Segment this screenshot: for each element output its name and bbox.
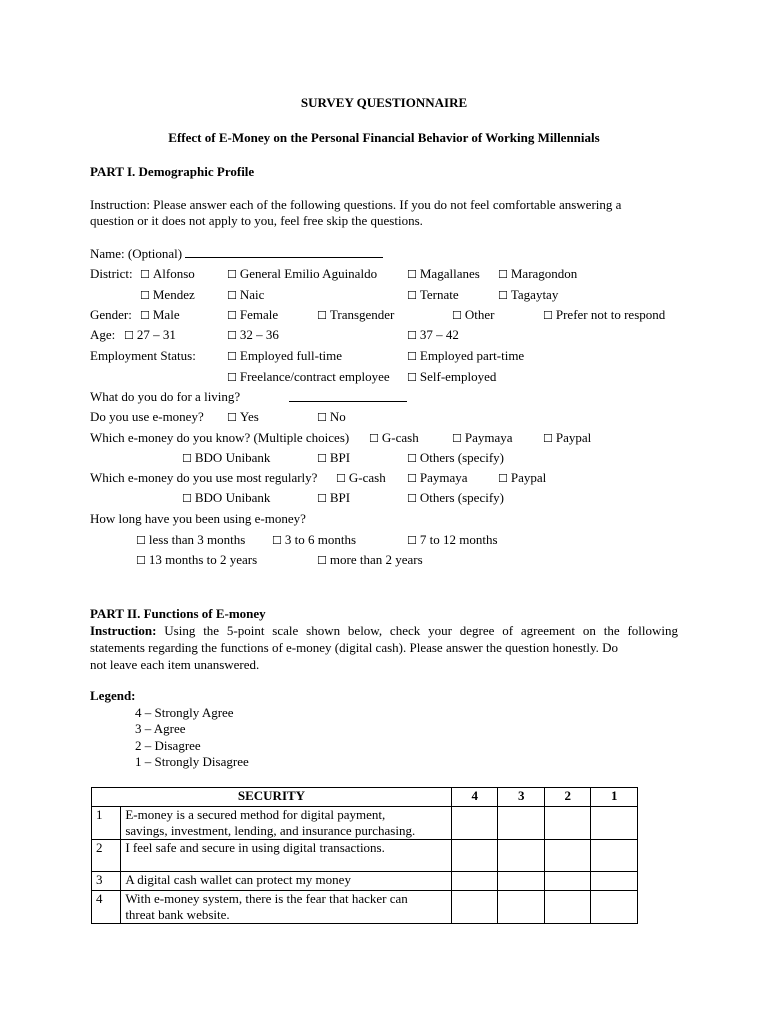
checkbox-icon[interactable]: ☐ — [227, 411, 237, 424]
option-label: Yes — [239, 409, 259, 424]
checkbox-icon[interactable]: ☐ — [407, 350, 417, 363]
security-table — [91, 787, 638, 924]
option-label: Paymaya — [464, 430, 513, 445]
regular-label: Which e-money do you use most regularly? — [90, 470, 318, 485]
use-label: Do you use e-money? — [90, 409, 204, 424]
checkbox-icon[interactable]: ☐ — [543, 309, 553, 322]
checkbox-icon[interactable]: ☐ — [498, 472, 508, 485]
howlong-option-3to6[interactable] — [272, 532, 356, 549]
scale-header-2: 2 — [544, 788, 591, 807]
checkbox-icon[interactable]: ☐ — [543, 432, 553, 445]
option-label: Male — [152, 307, 180, 322]
checkbox-icon[interactable]: ☐ — [407, 329, 417, 342]
name-field[interactable] — [185, 246, 383, 258]
option-label: BDO Unibank — [194, 490, 271, 505]
know-option-gcash[interactable] — [369, 430, 419, 447]
checkbox-icon[interactable]: ☐ — [498, 268, 508, 281]
rating-cell-4[interactable] — [451, 891, 498, 924]
rating-cell-1[interactable] — [591, 840, 638, 872]
rating-cell-2[interactable] — [544, 840, 591, 872]
checkbox-icon[interactable]: ☐ — [407, 371, 417, 384]
statement-line: A digital cash wallet can protect my money — [125, 872, 351, 887]
checkbox-icon[interactable]: ☐ — [452, 432, 462, 445]
know-option-bdo[interactable] — [182, 450, 270, 467]
howlong-option-gt2y[interactable] — [317, 552, 423, 569]
part2-instruction-text: Using the 5-point scale shown below, check your degree of agreement on the following — [164, 623, 678, 638]
checkbox-icon[interactable]: ☐ — [182, 492, 192, 505]
option-label: Others (specify) — [419, 450, 504, 465]
district-option-naic[interactable] — [227, 287, 264, 304]
statement-line: savings, investment, lending, and insurance purchasing. — [125, 823, 416, 838]
table-row — [92, 840, 638, 872]
option-label: Paypal — [555, 430, 592, 445]
employment-option-part-time[interactable] — [407, 348, 524, 365]
option-label: Paymaya — [419, 470, 468, 485]
statement-line: I feel safe and secure in using digital transactions. — [125, 840, 385, 855]
employment-option-full-time[interactable] — [227, 348, 342, 365]
table-header-row — [92, 788, 638, 807]
checkbox-icon[interactable]: ☐ — [140, 309, 150, 322]
checkbox-icon[interactable]: ☐ — [407, 472, 417, 485]
gender-option-other[interactable] — [452, 307, 494, 324]
gender-option-male[interactable] — [140, 307, 180, 324]
district-option-tagaytay[interactable] — [498, 287, 558, 304]
row-statement — [121, 891, 452, 924]
district-option-magallanes[interactable] — [407, 266, 480, 283]
rating-cell-2[interactable] — [544, 891, 591, 924]
option-label: Employed full-time — [239, 348, 343, 363]
option-label: Naic — [239, 287, 265, 302]
rating-cell-4[interactable] — [451, 840, 498, 872]
option-label: 3 to 6 months — [284, 532, 357, 547]
page-title: SURVEY QUESTIONNAIRE — [300, 95, 468, 110]
gender-option-transgender[interactable] — [317, 307, 394, 324]
district-option-mendez[interactable] — [140, 287, 195, 304]
checkbox-icon[interactable]: ☐ — [336, 472, 346, 485]
use-option-no[interactable] — [317, 409, 346, 426]
part1-instruction-line1: Instruction: Please answer each of the following questions. If you do not feel comfortable answering a — [90, 197, 622, 212]
district-label: District: — [90, 266, 133, 281]
regular-option-bpi[interactable] — [317, 490, 350, 507]
age-option-32-36[interactable] — [227, 327, 279, 344]
rating-cell-3[interactable] — [498, 840, 545, 872]
statement-line: E-money is a secured method for digital payment, — [125, 807, 386, 822]
employment-label: Employment Status: — [90, 348, 196, 363]
name-question — [90, 246, 383, 262]
option-label: BPI — [329, 450, 351, 465]
rating-cell-3[interactable] — [498, 807, 545, 840]
checkbox-icon[interactable]: ☐ — [407, 289, 417, 302]
rating-cell-2[interactable] — [544, 872, 591, 891]
scale-header-4: 4 — [451, 788, 498, 807]
table-row — [92, 872, 638, 891]
option-label: BPI — [329, 490, 351, 505]
checkbox-icon[interactable]: ☐ — [124, 329, 134, 342]
option-label: Prefer not to respond — [555, 307, 666, 322]
row-number: 3 — [92, 872, 121, 891]
legend-item-3: 3 – Agree — [135, 721, 186, 736]
district-option-ternate[interactable] — [407, 287, 459, 304]
district-option-alfonso[interactable] — [140, 266, 195, 283]
rating-cell-2[interactable] — [544, 807, 591, 840]
age-label: Age: — [90, 327, 116, 342]
regular-option-bdo[interactable] — [182, 490, 270, 507]
rating-cell-3[interactable] — [498, 872, 545, 891]
checkbox-icon[interactable]: ☐ — [407, 452, 417, 465]
option-label: 32 – 36 — [239, 327, 279, 342]
employment-option-self-employed[interactable] — [407, 369, 496, 386]
scale-header-1: 1 — [591, 788, 638, 807]
regular-option-paypal[interactable] — [498, 470, 546, 487]
howlong-option-7to12[interactable] — [407, 532, 498, 549]
option-label: Employed part-time — [419, 348, 525, 363]
checkbox-icon[interactable]: ☐ — [407, 534, 417, 547]
statement-line: threat bank website. — [125, 907, 230, 922]
row-number: 2 — [92, 840, 121, 872]
checkbox-icon[interactable]: ☐ — [136, 554, 146, 567]
part1-heading: PART I. Demographic Profile — [90, 164, 255, 179]
know-option-paypal[interactable] — [543, 430, 591, 447]
row-number: 4 — [92, 891, 121, 924]
option-label: less than 3 months — [148, 532, 246, 547]
part1-instruction-line2: question or it does not apply to you, feel free skip the questions. — [90, 213, 423, 228]
option-label: Mendez — [152, 287, 195, 302]
rating-cell-4[interactable] — [451, 807, 498, 840]
checkbox-icon[interactable]: ☐ — [317, 492, 327, 505]
option-label: Paypal — [510, 470, 547, 485]
living-label: What do you do for a living? — [90, 389, 241, 404]
option-label: General Emilio Aguinaldo — [239, 266, 378, 281]
know-option-bpi[interactable] — [317, 450, 350, 467]
option-label: No — [329, 409, 346, 424]
security-header: SECURITY — [92, 788, 452, 807]
statement-line: With e-money system, there is the fear that hacker can — [125, 891, 408, 906]
option-label: 27 – 31 — [136, 327, 176, 342]
option-label: Tagaytay — [510, 287, 559, 302]
option-label: Alfonso — [152, 266, 195, 281]
survey-subtitle: Effect of E-Money on the Personal Financial Behavior of Working Millennials — [168, 130, 600, 145]
rating-cell-1[interactable] — [591, 872, 638, 891]
checkbox-icon[interactable]: ☐ — [272, 534, 282, 547]
rating-cell-1[interactable] — [591, 807, 638, 840]
district-option-general-emilio-aguinaldo[interactable] — [227, 266, 377, 283]
checkbox-icon[interactable]: ☐ — [407, 268, 417, 281]
age-option-37-42[interactable] — [407, 327, 459, 344]
use-option-yes[interactable] — [227, 409, 259, 426]
checkbox-icon[interactable]: ☐ — [227, 329, 237, 342]
row-statement — [121, 872, 452, 891]
checkbox-icon[interactable]: ☐ — [182, 452, 192, 465]
name-label: Name: (Optional) — [90, 246, 183, 261]
part2-instruction-line1 — [90, 623, 678, 639]
row-statement — [121, 840, 452, 872]
part2-heading: PART II. Functions of E-money — [90, 606, 266, 621]
howlong-option-lt3[interactable] — [136, 532, 245, 549]
table-row — [92, 891, 638, 924]
option-label: G-cash — [381, 430, 419, 445]
gender-label: Gender: — [90, 307, 132, 322]
rating-cell-1[interactable] — [591, 891, 638, 924]
checkbox-icon[interactable]: ☐ — [369, 432, 379, 445]
gender-option-prefer-not[interactable] — [543, 307, 665, 324]
age-option-27-31[interactable] — [124, 327, 176, 344]
option-label: Ternate — [419, 287, 459, 302]
part2-instruction-line2: statements regarding the functions of e-money (digital cash). Please answer the question honestly. Do — [90, 640, 619, 655]
checkbox-icon[interactable]: ☐ — [227, 309, 237, 322]
option-label: Maragondon — [510, 266, 578, 281]
gender-option-female[interactable] — [227, 307, 278, 324]
living-field[interactable] — [289, 390, 407, 402]
district-option-maragondon[interactable] — [498, 266, 577, 283]
rating-cell-3[interactable] — [498, 891, 545, 924]
legend-item-2: 2 – Disagree — [135, 738, 201, 753]
legend-label: Legend: — [90, 688, 136, 703]
option-label: 7 to 12 months — [419, 532, 498, 547]
option-label: Self-employed — [419, 369, 497, 384]
part2-instruction-label: Instruction: — [90, 623, 157, 638]
know-option-others[interactable] — [407, 450, 504, 467]
row-number: 1 — [92, 807, 121, 840]
checkbox-icon[interactable]: ☐ — [452, 309, 462, 322]
checkbox-icon[interactable]: ☐ — [317, 309, 327, 322]
regular-option-others[interactable] — [407, 490, 504, 507]
howlong-option-13to24[interactable] — [136, 552, 257, 569]
option-label: more than 2 years — [329, 552, 423, 567]
legend-item-4: 4 – Strongly Agree — [135, 705, 234, 720]
know-label: Which e-money do you know? (Multiple choices) — [90, 430, 350, 445]
part2-instruction-line3: not leave each item unanswered. — [90, 657, 260, 672]
checkbox-icon[interactable]: ☐ — [498, 289, 508, 302]
option-label: G-cash — [348, 470, 386, 485]
option-label: Magallanes — [419, 266, 480, 281]
legend-item-1: 1 – Strongly Disagree — [135, 754, 249, 769]
checkbox-icon[interactable]: ☐ — [407, 492, 417, 505]
checkbox-icon[interactable]: ☐ — [317, 411, 327, 424]
employment-option-freelance[interactable] — [227, 369, 390, 386]
rating-cell-4[interactable] — [451, 872, 498, 891]
checkbox-icon[interactable]: ☐ — [317, 554, 327, 567]
option-label: Transgender — [329, 307, 395, 322]
checkbox-icon[interactable]: ☐ — [140, 268, 150, 281]
checkbox-icon[interactable]: ☐ — [136, 534, 146, 547]
option-label: Female — [239, 307, 279, 322]
checkbox-icon[interactable]: ☐ — [227, 350, 237, 363]
option-label: Other — [464, 307, 495, 322]
checkbox-icon[interactable]: ☐ — [227, 289, 237, 302]
table-row — [92, 807, 638, 840]
option-label: 37 – 42 — [419, 327, 459, 342]
row-statement — [121, 807, 452, 840]
scale-header-3: 3 — [498, 788, 545, 807]
checkbox-icon[interactable]: ☐ — [227, 268, 237, 281]
howlong-label: How long have you been using e-money? — [90, 511, 306, 526]
option-label: 13 months to 2 years — [148, 552, 258, 567]
option-label: BDO Unibank — [194, 450, 271, 465]
checkbox-icon[interactable]: ☐ — [140, 289, 150, 302]
regular-option-gcash[interactable] — [336, 470, 386, 487]
regular-option-paymaya[interactable] — [407, 470, 468, 487]
checkbox-icon[interactable]: ☐ — [317, 452, 327, 465]
option-label: Freelance/contract employee — [239, 369, 390, 384]
know-option-paymaya[interactable] — [452, 430, 513, 447]
option-label: Others (specify) — [419, 490, 504, 505]
checkbox-icon[interactable]: ☐ — [227, 371, 237, 384]
